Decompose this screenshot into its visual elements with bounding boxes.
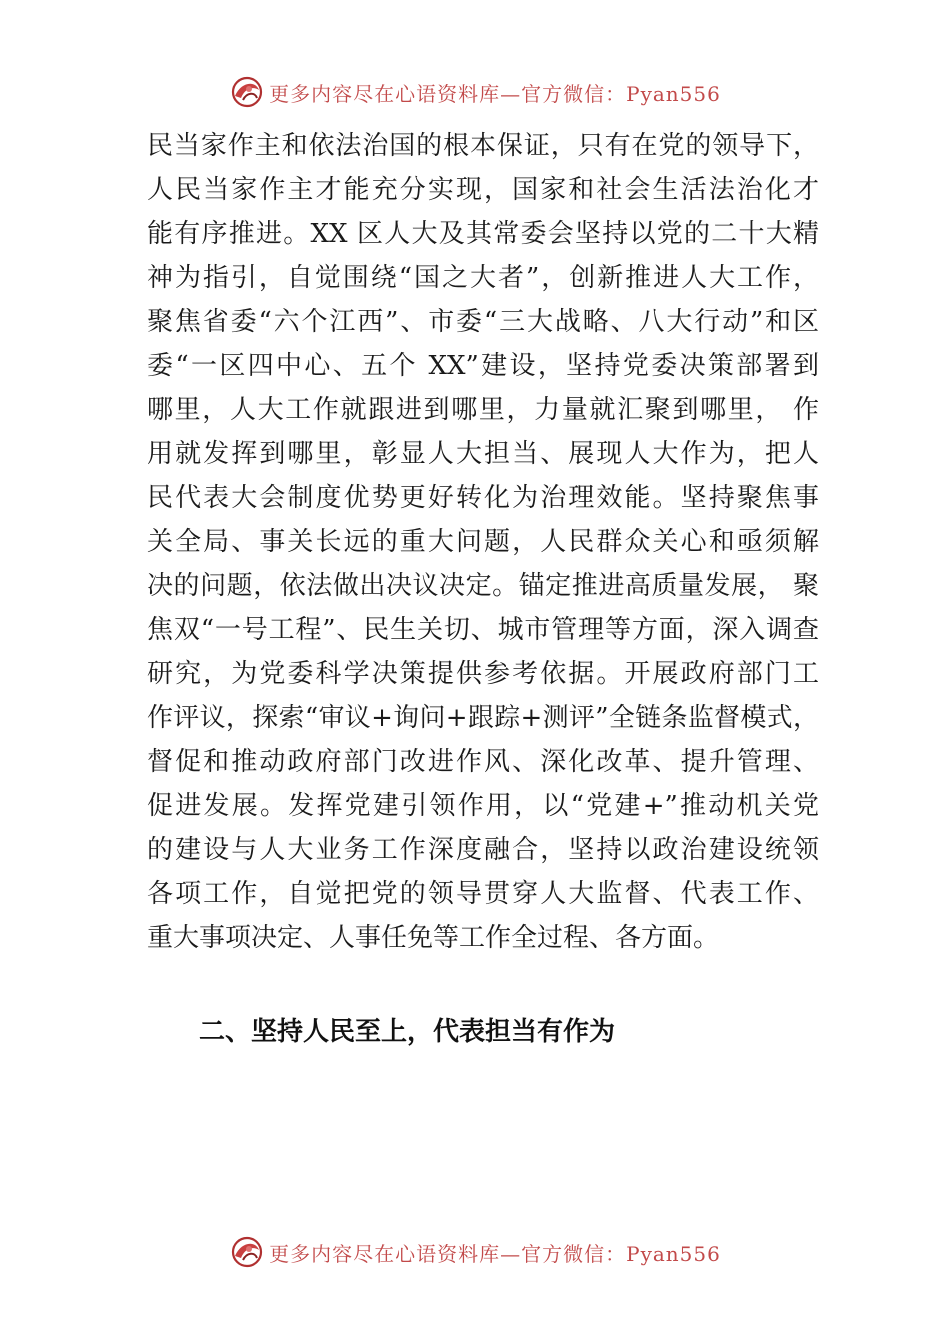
flower-swirl-logo-icon bbox=[229, 74, 265, 110]
body-line: 研究，为党委科学决策提供参考依据。开展政府部门工 bbox=[147, 659, 819, 689]
footer-banner-text: 更多内容尽在心语资料库—官方微信：Pyan556 bbox=[269, 1241, 721, 1266]
body-line: 促进发展。发挥党建引领作用，以“党建+”推动机关党 bbox=[147, 791, 819, 821]
body-line: 作评议，探索“审议+询问+跟踪+测评”全链条监督模式， bbox=[147, 703, 819, 733]
header-banner-text: 更多内容尽在心语资料库—官方微信：Pyan556 bbox=[269, 81, 721, 106]
body-line: 决的问题，依法做出决议决定。锚定推进高质量发展， 聚 bbox=[147, 571, 819, 601]
body-line: 关全局、事关长远的重大问题，人民群众关心和亟须解 bbox=[147, 527, 819, 557]
header-banner bbox=[0, 72, 950, 112]
body-line: 哪里，人大工作就跟进到哪里，力量就汇聚到哪里， 作 bbox=[147, 395, 819, 425]
body-paragraph bbox=[147, 124, 819, 960]
body-line: 督促和推动政府部门改进作风、深化改革、提升管理、 bbox=[147, 747, 819, 777]
body-line: 能有序推进。XX 区人大及其常委会坚持以党的二十大精 bbox=[147, 219, 819, 249]
body-line: 各项工作，自觉把党的领导贯穿人大监督、代表工作、 bbox=[147, 879, 819, 909]
body-line: 神为指引，自觉围绕“国之大者”，创新推进人大工作， bbox=[147, 263, 819, 293]
body-line: 民代表大会制度优势更好转化为治理效能。坚持聚焦事 bbox=[147, 483, 819, 513]
section-heading: 二、坚持人民至上，代表担当有作为 bbox=[199, 1017, 616, 1047]
body-line: 的建设与人大业务工作深度融合，坚持以政治建设统领 bbox=[147, 835, 819, 865]
body-line: 聚焦省委“六个江西”、市委“三大战略、八大行动”和区 bbox=[147, 307, 819, 337]
body-line: 民当家作主和依法治国的根本保证，只有在党的领导下， bbox=[147, 131, 819, 161]
body-line: 委“一区四中心、五个 XX”建设，坚持党委决策部署到 bbox=[147, 351, 819, 381]
body-line: 重大事项决定、人事任免等工作全过程、各方面。 bbox=[147, 923, 720, 953]
body-line: 人民当家作主才能充分实现，国家和社会生活法治化才 bbox=[147, 175, 819, 205]
footer-banner bbox=[0, 1232, 950, 1272]
body-line: 用就发挥到哪里，彰显人大担当、展现人大作为，把人 bbox=[147, 439, 819, 469]
body-line: 焦双“一号工程”、民生关切、城市管理等方面，深入调查 bbox=[147, 615, 819, 645]
flower-swirl-logo-icon bbox=[229, 1234, 265, 1270]
